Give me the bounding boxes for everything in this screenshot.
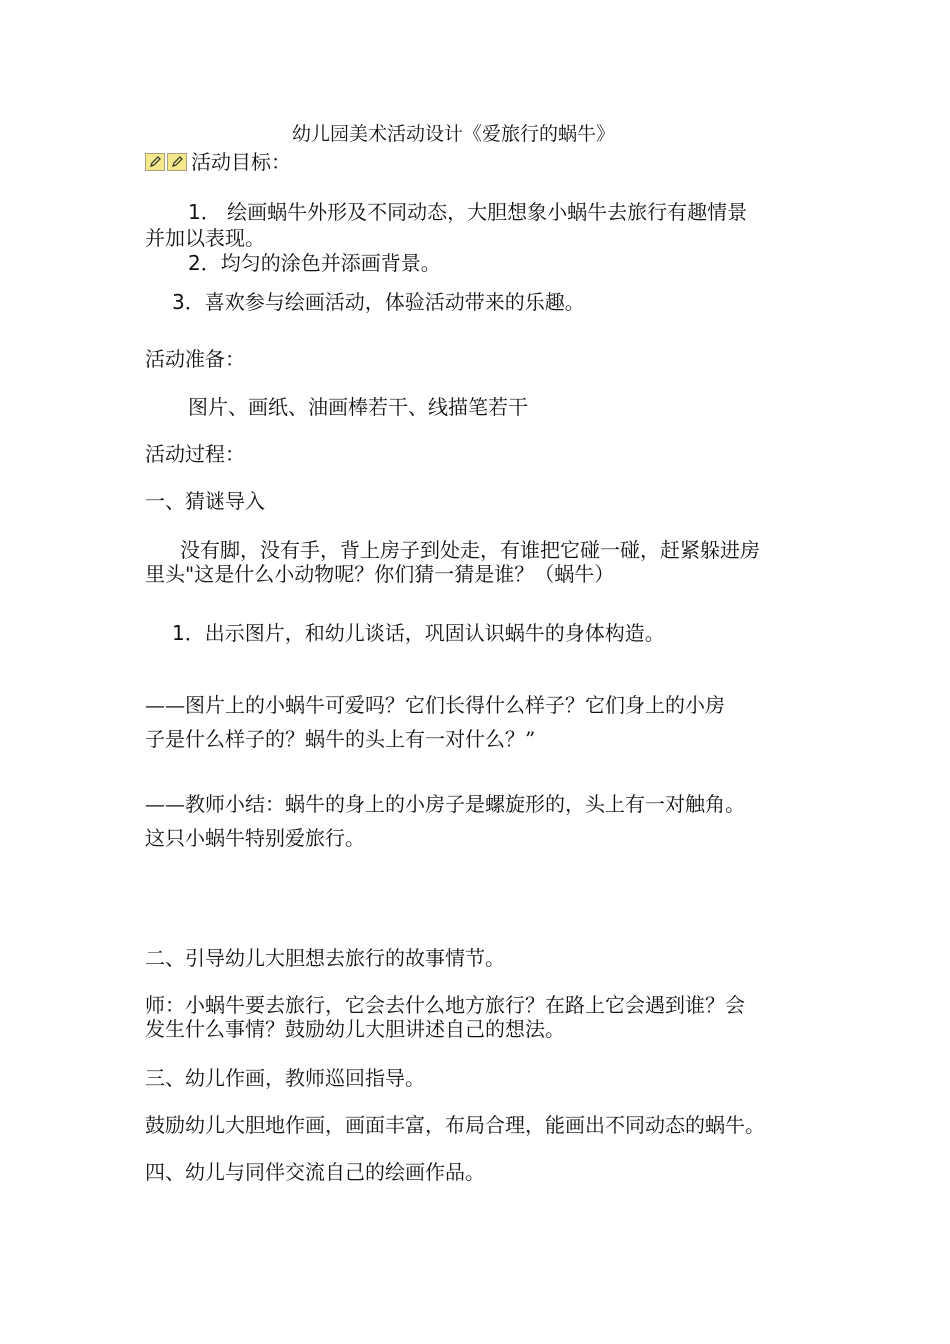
- prep-text: 图片、画纸、油画棒若干、线描笔若干: [188, 395, 528, 419]
- goals-heading-row: [145, 149, 291, 175]
- step-1-number: 1．: [172, 621, 205, 645]
- prep-heading: 活动准备：: [145, 347, 245, 371]
- pencil-badge-icon: [145, 153, 165, 171]
- goal-3-text: 喜欢参与绘画活动，体验活动带来的乐趣。: [204, 290, 585, 314]
- pencil-badge-icon: [167, 153, 187, 171]
- goal-1-number: 1．: [188, 200, 221, 224]
- step-1-text: 出示图片，和幼儿谈话，巩固认识蜗牛的身体构造。: [204, 621, 665, 645]
- section-4-heading: 四、幼儿与同伴交流自己的绘画作品。: [145, 1160, 485, 1184]
- goal-3-number: 3．: [172, 290, 205, 314]
- section-2-heading: 二、引导幼儿大胆想去旅行的故事情节。: [145, 946, 505, 970]
- section-3-text: 鼓励幼儿大胆地作画，画面丰富，布局合理，能画出不同动态的蜗牛。: [145, 1113, 765, 1137]
- process-heading: 活动过程：: [145, 442, 245, 466]
- goal-1-line-1: [188, 199, 747, 225]
- goal-2-text: 均匀的涂色并添画背景。: [220, 251, 441, 275]
- step-1: [172, 620, 665, 646]
- section-1-heading: 一、猜谜导入: [145, 489, 265, 513]
- question-line-2: 子是什么样子的？蜗牛的头上有一对什么？”: [145, 727, 536, 751]
- badge-group: [145, 153, 189, 171]
- section-2-line-1: 师：小蜗牛要去旅行，它会去什么地方旅行？在路上它会遇到谁？会: [145, 993, 745, 1017]
- document-title: 幼儿园美术活动设计《爱旅行的蜗牛》: [292, 123, 616, 145]
- goal-1-line-2: 并加以表现。: [145, 226, 265, 250]
- section-2-line-2: 发生什么事情？鼓励幼儿大胆讲述自己的想法。: [145, 1017, 565, 1041]
- section-3-heading: 三、幼儿作画，教师巡回指导。: [145, 1066, 425, 1090]
- goal-1-text: 绘画蜗牛外形及不同动态，大胆想象小蜗牛去旅行有趣情景: [227, 200, 748, 224]
- summary-line-2: 这只小蜗牛特别爱旅行。: [145, 826, 365, 850]
- question-line-1: ——图片上的小蜗牛可爱吗？它们长得什么样子？它们身上的小房: [145, 693, 725, 717]
- riddle-line-2: 里头"这是什么小动物呢？你们猜一猜是谁？（蜗牛）: [145, 562, 615, 586]
- goal-3: [172, 289, 585, 315]
- riddle-line-1: 没有脚，没有手，背上房子到处走，有谁把它碰一碰，赶紧躲进房: [180, 538, 760, 562]
- goal-2: [188, 250, 441, 276]
- summary-line-1: ——教师小结：蜗牛的身上的小房子是螺旋形的，头上有一对触角。: [145, 792, 745, 816]
- goals-heading: 活动目标：: [191, 150, 291, 174]
- goal-2-number: 2．: [188, 251, 221, 275]
